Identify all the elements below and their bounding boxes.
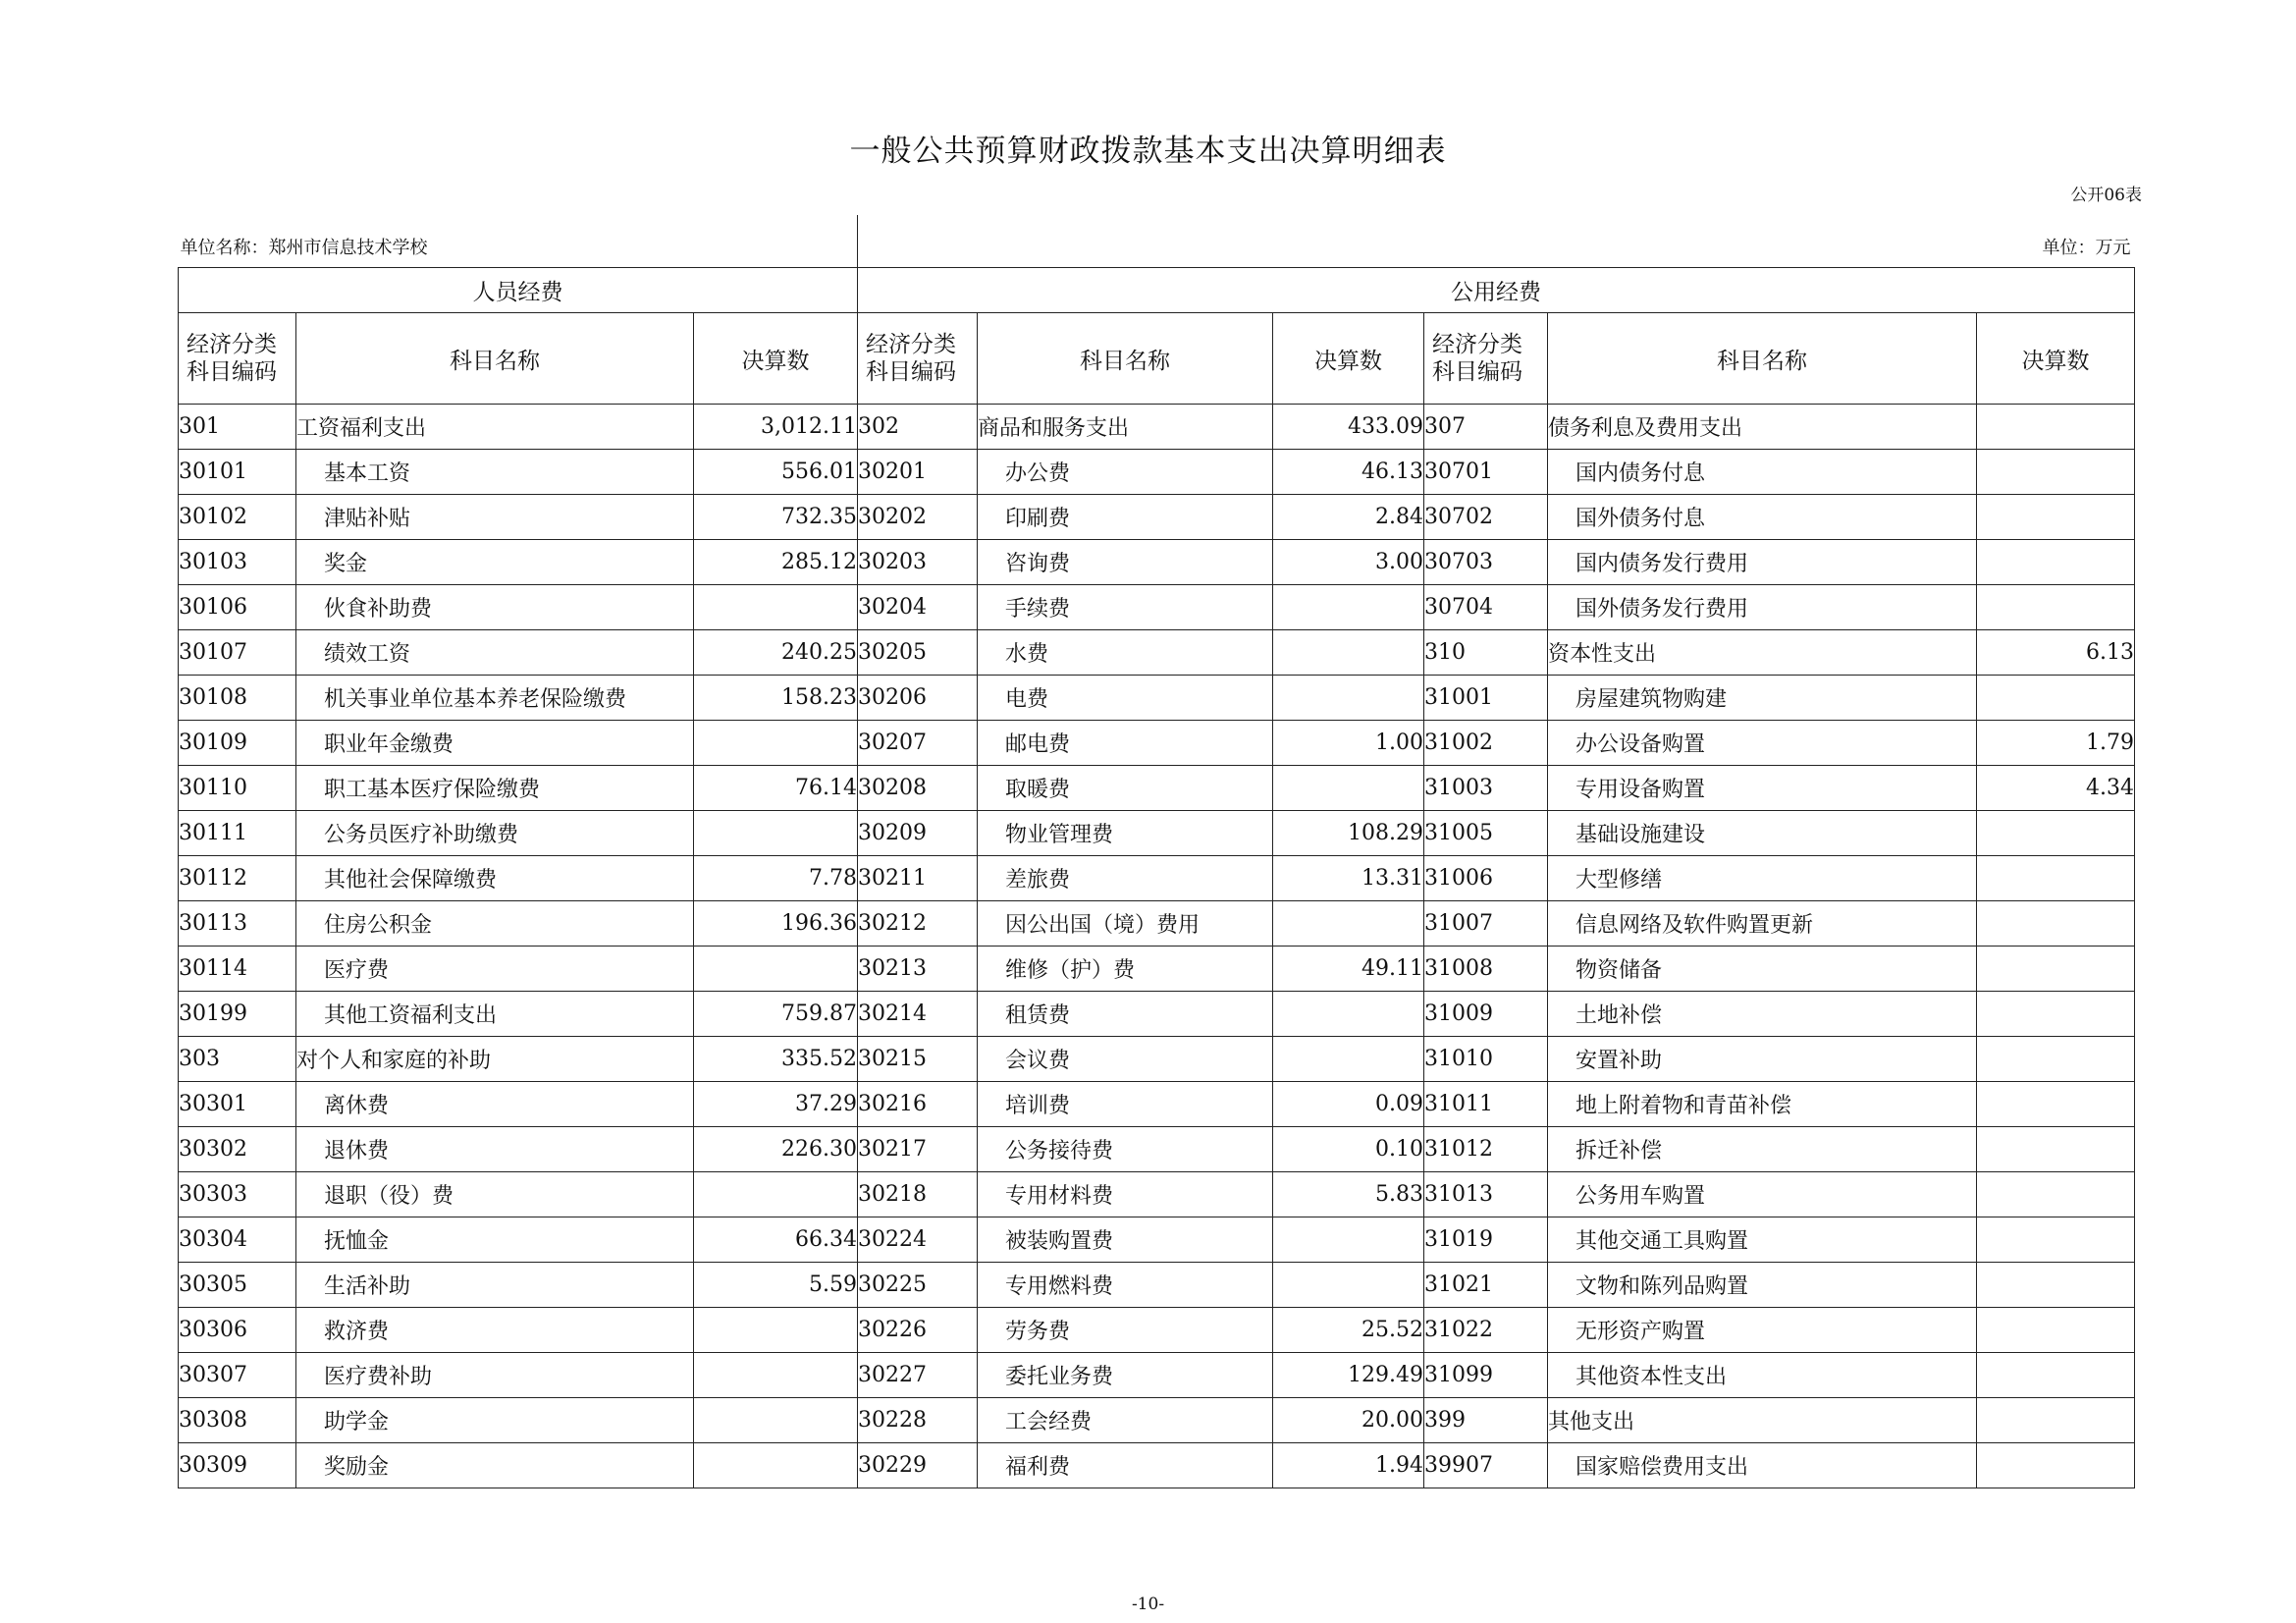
name-cell: 专用燃料费 — [978, 1263, 1273, 1308]
code-cell: 30215 — [858, 1037, 978, 1082]
name-cell: 手续费 — [978, 585, 1273, 630]
name-cell: 救济费 — [296, 1308, 694, 1353]
code-cell: 30204 — [858, 585, 978, 630]
code-cell: 30211 — [858, 856, 978, 901]
name-cell: 维修（护）费 — [978, 947, 1273, 992]
name-cell: 公务员医疗补助缴费 — [296, 811, 694, 856]
code-cell: 39907 — [1424, 1443, 1548, 1488]
amount-cell — [1273, 1037, 1424, 1082]
code-cell: 302 — [858, 405, 978, 450]
amount-cell — [1977, 495, 2135, 540]
name-cell: 取暖费 — [978, 766, 1273, 811]
name-cell: 咨询费 — [978, 540, 1273, 585]
code-cell: 31002 — [1424, 721, 1548, 766]
amount-cell: 46.13 — [1273, 450, 1424, 495]
unit-info-row — [179, 215, 2135, 268]
name-cell: 国内债务付息 — [1548, 450, 1977, 495]
table-row — [179, 811, 2135, 856]
name-cell: 奖励金 — [296, 1443, 694, 1488]
amount-cell: 732.35 — [694, 495, 858, 540]
amount-cell: 2.84 — [1273, 495, 1424, 540]
code-cell: 30309 — [179, 1443, 296, 1488]
amount-cell — [1977, 1263, 2135, 1308]
code-cell: 30307 — [179, 1353, 296, 1398]
code-cell: 30305 — [179, 1263, 296, 1308]
amount-cell: 76.14 — [694, 766, 858, 811]
code-cell: 31003 — [1424, 766, 1548, 811]
table-row — [179, 1082, 2135, 1127]
code-cell: 30302 — [179, 1127, 296, 1172]
amount-cell — [694, 1353, 858, 1398]
name-cell: 文物和陈列品购置 — [1548, 1263, 1977, 1308]
name-cell: 会议费 — [978, 1037, 1273, 1082]
name-cell: 电费 — [978, 676, 1273, 721]
name-cell: 公务用车购置 — [1548, 1172, 1977, 1217]
name-cell: 专用设备购置 — [1548, 766, 1977, 811]
col-header-code — [858, 313, 978, 405]
name-cell: 地上附着物和青苗补偿 — [1548, 1082, 1977, 1127]
code-cell: 30199 — [179, 992, 296, 1037]
table-row — [179, 856, 2135, 901]
code-cell: 30229 — [858, 1443, 978, 1488]
amount-cell — [1977, 676, 2135, 721]
amount-cell: 158.23 — [694, 676, 858, 721]
amount-cell: 5.83 — [1273, 1172, 1424, 1217]
col-header-amount: 决算数 — [694, 313, 858, 405]
amount-cell — [1273, 585, 1424, 630]
amount-cell: 49.11 — [1273, 947, 1424, 992]
name-cell: 其他交通工具购置 — [1548, 1217, 1977, 1263]
code-cell: 30704 — [1424, 585, 1548, 630]
amount-cell: 335.52 — [694, 1037, 858, 1082]
amount-cell: 196.36 — [694, 901, 858, 947]
amount-cell: 6.13 — [1977, 630, 2135, 676]
amount-cell — [694, 811, 858, 856]
code-cell: 31012 — [1424, 1127, 1548, 1172]
table-row — [179, 1308, 2135, 1353]
code-cell: 30114 — [179, 947, 296, 992]
name-cell: 国内债务发行费用 — [1548, 540, 1977, 585]
code-cell: 30303 — [179, 1172, 296, 1217]
code-cell: 30306 — [179, 1308, 296, 1353]
col-header-code-line2: 科目编码 — [1432, 359, 1522, 385]
name-cell: 物资储备 — [1548, 947, 1977, 992]
code-cell: 30301 — [179, 1082, 296, 1127]
code-cell: 30225 — [858, 1263, 978, 1308]
col-header-code-line2: 科目编码 — [187, 359, 277, 385]
code-cell: 30207 — [858, 721, 978, 766]
name-cell: 机关事业单位基本养老保险缴费 — [296, 676, 694, 721]
code-cell: 30113 — [179, 901, 296, 947]
table-row — [179, 992, 2135, 1037]
amount-cell — [694, 1443, 858, 1488]
name-cell: 住房公积金 — [296, 901, 694, 947]
amount-cell: 759.87 — [694, 992, 858, 1037]
code-cell: 30110 — [179, 766, 296, 811]
name-cell: 职工基本医疗保险缴费 — [296, 766, 694, 811]
amount-cell — [694, 1172, 858, 1217]
code-cell: 30226 — [858, 1308, 978, 1353]
code-cell: 30203 — [858, 540, 978, 585]
code-cell: 30109 — [179, 721, 296, 766]
amount-cell: 108.29 — [1273, 811, 1424, 856]
name-cell: 其他社会保障缴费 — [296, 856, 694, 901]
name-cell: 专用材料费 — [978, 1172, 1273, 1217]
amount-cell: 66.34 — [694, 1217, 858, 1263]
code-cell: 30208 — [858, 766, 978, 811]
name-cell: 医疗费补助 — [296, 1353, 694, 1398]
col-header-amount: 决算数 — [1273, 313, 1424, 405]
amount-cell — [1273, 992, 1424, 1037]
table-row — [179, 1263, 2135, 1308]
code-cell: 31099 — [1424, 1353, 1548, 1398]
name-cell: 房屋建筑物购建 — [1548, 676, 1977, 721]
unit-label: 单位：万元 — [2042, 238, 2131, 258]
name-cell: 生活补助 — [296, 1263, 694, 1308]
table-row — [179, 1037, 2135, 1082]
code-cell: 30108 — [179, 676, 296, 721]
name-cell: 印刷费 — [978, 495, 1273, 540]
amount-cell — [1977, 585, 2135, 630]
amount-cell: 13.31 — [1273, 856, 1424, 901]
name-cell: 物业管理费 — [978, 811, 1273, 856]
code-cell: 30111 — [179, 811, 296, 856]
code-cell: 30703 — [1424, 540, 1548, 585]
name-cell: 抚恤金 — [296, 1217, 694, 1263]
code-cell: 31009 — [1424, 992, 1548, 1037]
amount-cell — [1977, 1308, 2135, 1353]
amount-cell: 4.34 — [1977, 766, 2135, 811]
code-cell: 31013 — [1424, 1172, 1548, 1217]
name-cell: 无形资产购置 — [1548, 1308, 1977, 1353]
amount-cell — [694, 947, 858, 992]
code-cell: 31021 — [1424, 1263, 1548, 1308]
code-cell: 30209 — [858, 811, 978, 856]
amount-cell: 5.59 — [694, 1263, 858, 1308]
name-cell: 其他资本性支出 — [1548, 1353, 1977, 1398]
amount-cell: 3,012.11 — [694, 405, 858, 450]
amount-cell — [1273, 630, 1424, 676]
name-cell: 助学金 — [296, 1398, 694, 1443]
amount-cell — [694, 585, 858, 630]
name-cell: 培训费 — [978, 1082, 1273, 1127]
name-cell: 医疗费 — [296, 947, 694, 992]
col-header-code-line1: 经济分类 — [187, 332, 277, 357]
col-header-code-line2: 科目编码 — [866, 359, 956, 385]
code-cell: 30206 — [858, 676, 978, 721]
amount-cell: 0.09 — [1273, 1082, 1424, 1127]
table-row — [179, 721, 2135, 766]
code-cell: 399 — [1424, 1398, 1548, 1443]
name-cell: 基本工资 — [296, 450, 694, 495]
amount-cell — [1977, 540, 2135, 585]
code-cell: 30304 — [179, 1217, 296, 1263]
code-cell: 30701 — [1424, 450, 1548, 495]
table-row — [179, 676, 2135, 721]
name-cell: 租赁费 — [978, 992, 1273, 1037]
table-row — [179, 405, 2135, 450]
name-cell: 安置补助 — [1548, 1037, 1977, 1082]
name-cell: 信息网络及软件购置更新 — [1548, 901, 1977, 947]
col-header-name: 科目名称 — [296, 313, 694, 405]
code-cell: 31010 — [1424, 1037, 1548, 1082]
expenditure-table — [178, 215, 2135, 1488]
name-cell: 退休费 — [296, 1127, 694, 1172]
name-cell: 其他工资福利支出 — [296, 992, 694, 1037]
code-cell: 30201 — [858, 450, 978, 495]
table-row — [179, 450, 2135, 495]
code-cell: 30228 — [858, 1398, 978, 1443]
name-cell: 邮电费 — [978, 721, 1273, 766]
amount-cell — [1977, 1443, 2135, 1488]
table-row — [179, 630, 2135, 676]
code-cell: 30202 — [858, 495, 978, 540]
col-header-code-line1: 经济分类 — [866, 332, 956, 357]
amount-cell: 0.10 — [1273, 1127, 1424, 1172]
amount-cell — [1977, 450, 2135, 495]
code-cell: 30214 — [858, 992, 978, 1037]
table-row — [179, 1172, 2135, 1217]
name-cell: 工资福利支出 — [296, 405, 694, 450]
amount-cell — [1977, 947, 2135, 992]
amount-cell — [1273, 1263, 1424, 1308]
name-cell: 拆迁补偿 — [1548, 1127, 1977, 1172]
table-row — [179, 540, 2135, 585]
amount-cell: 1.94 — [1273, 1443, 1424, 1488]
name-cell: 被装购置费 — [978, 1217, 1273, 1263]
code-cell: 30218 — [858, 1172, 978, 1217]
code-cell: 31022 — [1424, 1308, 1548, 1353]
col-header-code-line1: 经济分类 — [1432, 332, 1522, 357]
table-row — [179, 901, 2135, 947]
column-header-row — [179, 313, 2135, 405]
table-row — [179, 495, 2135, 540]
name-cell: 国外债务付息 — [1548, 495, 1977, 540]
name-cell: 对个人和家庭的补助 — [296, 1037, 694, 1082]
code-cell: 30216 — [858, 1082, 978, 1127]
name-cell: 离休费 — [296, 1082, 694, 1127]
code-cell: 31008 — [1424, 947, 1548, 992]
amount-cell — [694, 1398, 858, 1443]
group-header-row — [179, 268, 2135, 313]
col-header-amount: 决算数 — [1977, 313, 2135, 405]
code-cell: 30102 — [179, 495, 296, 540]
amount-cell: 20.00 — [1273, 1398, 1424, 1443]
amount-cell: 3.00 — [1273, 540, 1424, 585]
table-row — [179, 1398, 2135, 1443]
amount-cell: 433.09 — [1273, 405, 1424, 450]
col-header-code — [179, 313, 296, 405]
name-cell: 大型修缮 — [1548, 856, 1977, 901]
amount-cell: 240.25 — [694, 630, 858, 676]
code-cell: 31011 — [1424, 1082, 1548, 1127]
amount-cell — [1977, 811, 2135, 856]
name-cell: 工会经费 — [978, 1398, 1273, 1443]
name-cell: 绩效工资 — [296, 630, 694, 676]
col-header-code — [1424, 313, 1548, 405]
amount-cell: 25.52 — [1273, 1308, 1424, 1353]
amount-cell — [1273, 676, 1424, 721]
name-cell: 商品和服务支出 — [978, 405, 1273, 450]
table-row — [179, 1127, 2135, 1172]
table-row — [179, 947, 2135, 992]
code-cell: 30106 — [179, 585, 296, 630]
amount-cell — [1977, 1353, 2135, 1398]
amount-cell: 285.12 — [694, 540, 858, 585]
amount-cell — [694, 721, 858, 766]
amount-cell — [1977, 901, 2135, 947]
name-cell: 津贴补贴 — [296, 495, 694, 540]
col-header-name: 科目名称 — [1548, 313, 1977, 405]
amount-cell — [1977, 1127, 2135, 1172]
code-cell: 30213 — [858, 947, 978, 992]
name-cell: 国家赔偿费用支出 — [1548, 1443, 1977, 1488]
code-cell: 30107 — [179, 630, 296, 676]
amount-cell — [1273, 1217, 1424, 1263]
code-cell: 31005 — [1424, 811, 1548, 856]
amount-cell — [694, 1308, 858, 1353]
code-cell: 303 — [179, 1037, 296, 1082]
page-title: 一般公共预算财政拨款基本支出决算明细表 — [849, 134, 1447, 169]
name-cell: 劳务费 — [978, 1308, 1273, 1353]
name-cell: 退职（役）费 — [296, 1172, 694, 1217]
name-cell: 办公设备购置 — [1548, 721, 1977, 766]
group-personnel: 人员经费 — [179, 268, 858, 313]
amount-cell: 1.79 — [1977, 721, 2135, 766]
name-cell: 伙食补助费 — [296, 585, 694, 630]
table-row — [179, 1217, 2135, 1263]
name-cell: 其他支出 — [1548, 1398, 1977, 1443]
amount-cell — [1977, 405, 2135, 450]
table-row — [179, 585, 2135, 630]
amount-cell: 556.01 — [694, 450, 858, 495]
col-header-name: 科目名称 — [978, 313, 1273, 405]
code-cell: 30101 — [179, 450, 296, 495]
amount-cell — [1977, 856, 2135, 901]
code-cell: 30227 — [858, 1353, 978, 1398]
code-cell: 30217 — [858, 1127, 978, 1172]
code-cell: 30224 — [858, 1217, 978, 1263]
amount-cell — [1977, 992, 2135, 1037]
amount-cell: 1.00 — [1273, 721, 1424, 766]
name-cell: 国外债务发行费用 — [1548, 585, 1977, 630]
unit-name: 单位名称：郑州市信息技术学校 — [179, 215, 858, 268]
code-cell: 30112 — [179, 856, 296, 901]
name-cell: 债务利息及费用支出 — [1548, 405, 1977, 450]
code-cell: 30103 — [179, 540, 296, 585]
name-cell: 水费 — [978, 630, 1273, 676]
page-number: -10- — [1131, 1595, 1165, 1614]
name-cell: 基础设施建设 — [1548, 811, 1977, 856]
amount-cell: 226.30 — [694, 1127, 858, 1172]
code-cell: 301 — [179, 405, 296, 450]
table-row — [179, 1443, 2135, 1488]
name-cell: 职业年金缴费 — [296, 721, 694, 766]
amount-cell: 37.29 — [694, 1082, 858, 1127]
amount-cell — [1977, 1037, 2135, 1082]
code-cell: 31007 — [1424, 901, 1548, 947]
name-cell: 资本性支出 — [1548, 630, 1977, 676]
table-row — [179, 1353, 2135, 1398]
name-cell: 因公出国（境）费用 — [978, 901, 1273, 947]
code-cell: 30308 — [179, 1398, 296, 1443]
amount-cell — [1273, 901, 1424, 947]
name-cell: 办公费 — [978, 450, 1273, 495]
code-cell: 31019 — [1424, 1217, 1548, 1263]
amount-cell — [1977, 1398, 2135, 1443]
code-cell: 30702 — [1424, 495, 1548, 540]
code-cell: 31006 — [1424, 856, 1548, 901]
amount-cell — [1273, 766, 1424, 811]
name-cell: 公务接待费 — [978, 1127, 1273, 1172]
code-cell: 310 — [1424, 630, 1548, 676]
name-cell: 福利费 — [978, 1443, 1273, 1488]
amount-cell — [1977, 1217, 2135, 1263]
amount-cell — [1977, 1172, 2135, 1217]
code-cell: 31001 — [1424, 676, 1548, 721]
amount-cell: 7.78 — [694, 856, 858, 901]
code-cell: 30212 — [858, 901, 978, 947]
amount-cell: 129.49 — [1273, 1353, 1424, 1398]
form-code: 公开06表 — [2070, 186, 2142, 205]
name-cell: 差旅费 — [978, 856, 1273, 901]
name-cell: 土地补偿 — [1548, 992, 1977, 1037]
group-public: 公用经费 — [858, 268, 2135, 313]
code-cell: 307 — [1424, 405, 1548, 450]
table-row — [179, 766, 2135, 811]
name-cell: 委托业务费 — [978, 1353, 1273, 1398]
name-cell: 奖金 — [296, 540, 694, 585]
amount-cell — [1977, 1082, 2135, 1127]
code-cell: 30205 — [858, 630, 978, 676]
